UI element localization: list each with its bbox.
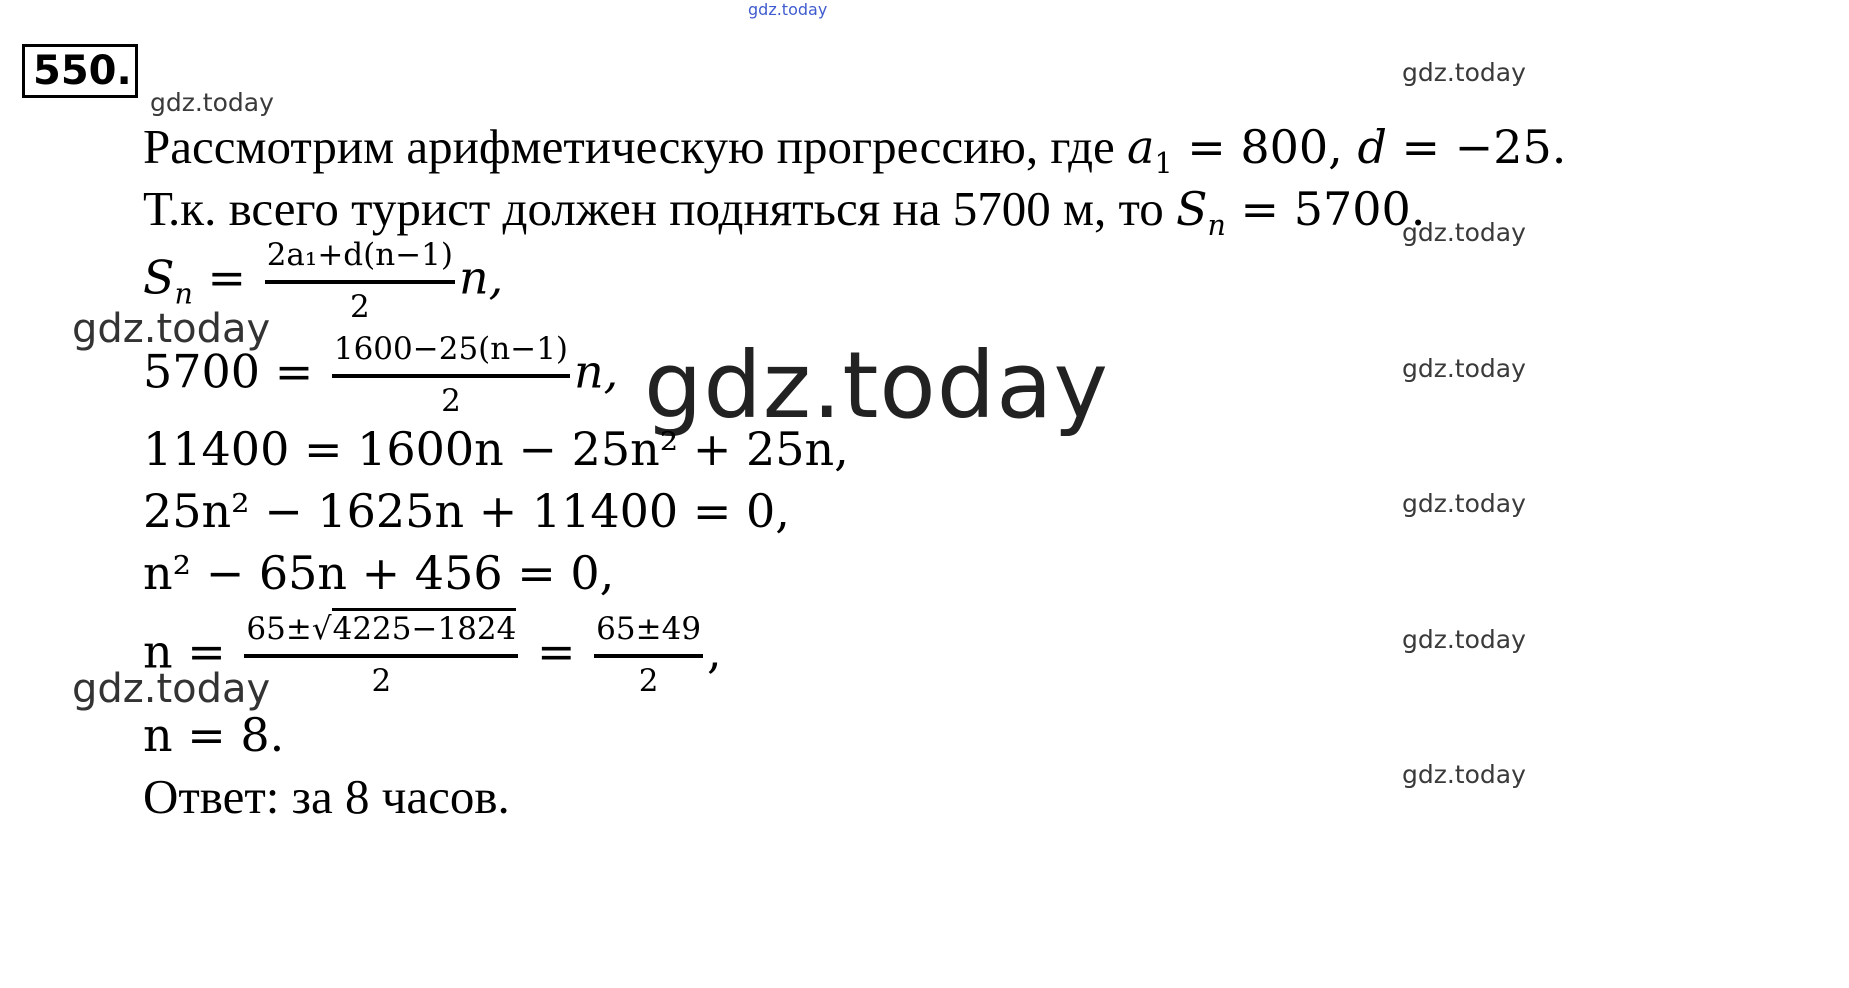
watermark: gdz.today [150, 88, 274, 117]
line-1-text: Рассмотрим арифметическую прогрессию, где [143, 119, 1127, 174]
watermark: gdz.today [1402, 489, 1526, 518]
answer-line: Ответ: за 8 часов. [143, 769, 510, 824]
watermark: gdz.today [1402, 58, 1526, 87]
watermark-top: gdz.today [748, 0, 828, 19]
sum-formula: $S_n$ = $\frac{\text{2a₁+d(n−1)}}{2}$ n, [143, 237, 504, 325]
sum-fraction: $\frac{\text{2a₁+d(n−1)}}{2}$ [266, 237, 453, 325]
substitution-fraction: $\frac{1600-25(n-1)}{2}$ [333, 331, 569, 419]
roots-formula: n = $\frac{65\pm√4225-1824}{2}$ = $\frac{65\pm 49}{2}$ , [143, 612, 722, 699]
equation-line-7: n² − 65n + 456 = 0, [143, 546, 615, 600]
solution-line: n = 8. [143, 708, 285, 762]
equation-line-5: 11400 = 1600n − 25n² + 25n, [143, 422, 849, 476]
watermark: gdz.today [72, 666, 271, 712]
roots-fraction: $\frac{65\pm√4225-1824}{2}$ [244, 612, 518, 699]
watermark: gdz.today [1402, 760, 1526, 789]
line-2-math: $S_n = 5700$. [1176, 182, 1426, 242]
roots-fraction-simplified: $\frac{65\pm 49}{2}$ [596, 611, 702, 699]
line-1 [143, 118, 1566, 180]
substitution-line: 5700 = $\frac{1600-25(n-1)}{2}$ n, [143, 331, 619, 419]
watermark-large: gdz.today [644, 332, 1109, 439]
watermark: gdz.today [1402, 218, 1526, 247]
line-2-text: Т.к. всего турист должен подняться на 5700 м, то [143, 181, 1177, 236]
watermark: gdz.today [1402, 354, 1526, 383]
watermark: gdz.today [72, 306, 271, 352]
line-1-math: $a_1 = 800$, d = −25. [1127, 120, 1567, 180]
equation-line-6: 25n² − 1625n + 11400 = 0, [143, 484, 790, 538]
watermark: gdz.today [1402, 625, 1526, 654]
line-2 [143, 180, 1425, 242]
problem-number: 550. [22, 44, 138, 98]
